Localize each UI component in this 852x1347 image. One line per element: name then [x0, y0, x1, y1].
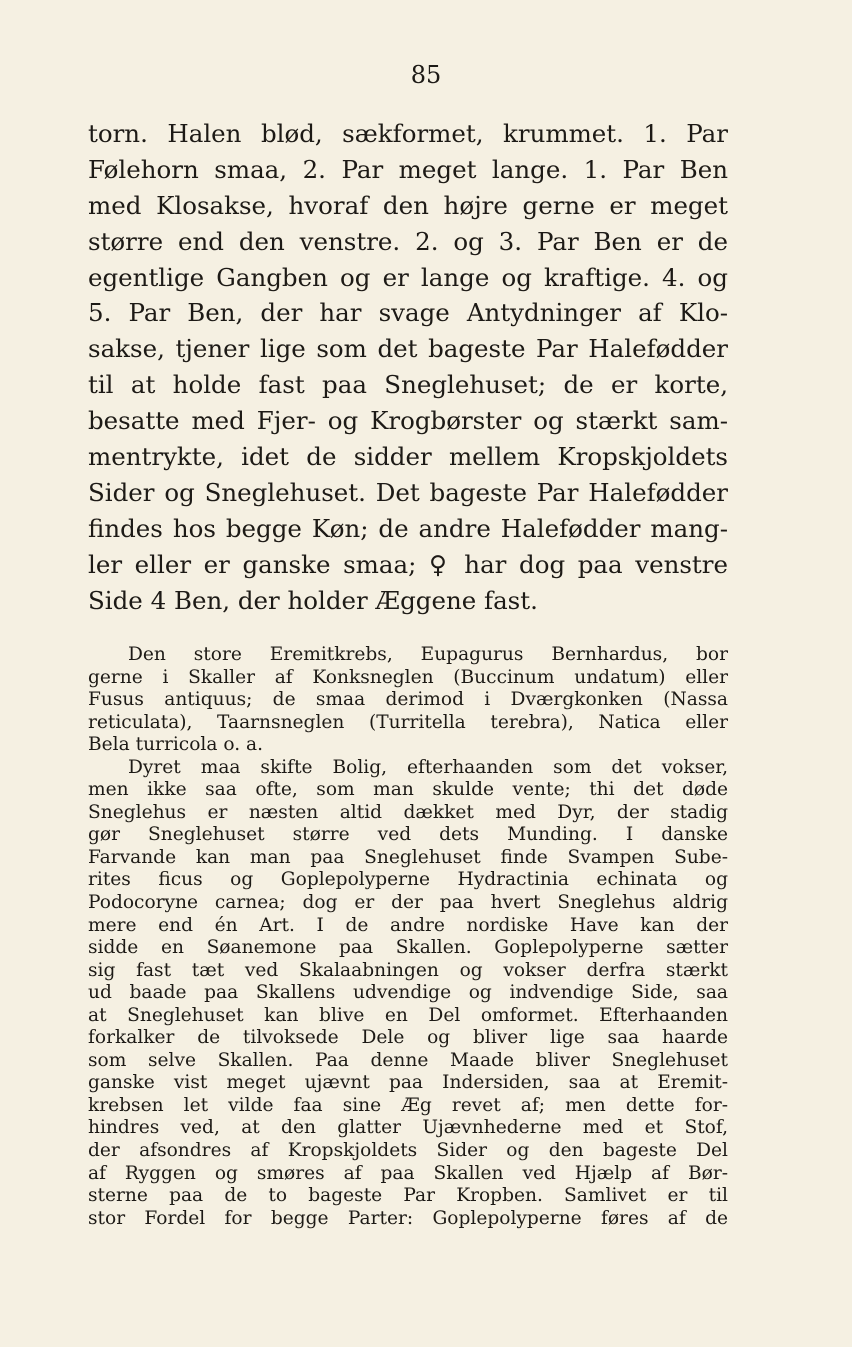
small-line: ganske vist meget ujævnt paa Indersiden, saa at Eremit- — [88, 1072, 728, 1094]
small-line: ud baade paa Skallens udvendige og indvendige Side, saa — [88, 982, 728, 1004]
main-paragraph — [88, 116, 728, 618]
small-line: Fusus antiquus; de smaa derimod i Dværgkonken (Nassa — [88, 689, 728, 711]
small-line: sig fast tæt ved Skalaabningen og vokser derfra stærkt — [88, 959, 728, 981]
small-line: at Sneglehuset kan blive en Del omformet. Efterhaanden — [88, 1004, 728, 1026]
small-line: rites ficus og Goplepolyperne Hydractinia echinata og — [88, 869, 728, 891]
main-line: Følehorn smaa, 2. Par meget lange. 1. Par Ben — [88, 154, 728, 184]
main-line: større end den venstre. 2. og 3. Par Ben er de — [88, 226, 728, 256]
small-line: sidde en Søanemone paa Skallen. Goplepolyperne sætter — [88, 937, 728, 959]
main-line: 5. Par Ben, der har svage Antydninger af Klo- — [88, 298, 728, 328]
main-line: til at holde fast paa Sneglehuset; de er korte, — [88, 370, 728, 400]
page-number: 85 — [410, 61, 442, 89]
small-line: som selve Skallen. Paa denne Maade bliver Sneglehuset — [88, 1049, 728, 1071]
small-line: Den store Eremitkrebs, Eupagurus Bernhardus, bor — [128, 644, 728, 665]
main-line: sakse, tjener lige som det bageste Par Halefødder — [88, 334, 728, 364]
main-line: Side 4 Ben, der holder Æggene fast. — [88, 585, 538, 615]
small-line: reticulata), Taarnsneglen (Turritella terebra), Natica eller — [88, 711, 728, 733]
small-line: krebsen let vilde faa sine Æg revet af; men dette for- — [88, 1094, 728, 1116]
small-line: Sneglehus er næsten altid dækket med Dyr, der stadig — [88, 801, 728, 823]
main-line: findes hos begge Køn; de andre Halefødder mang- — [88, 513, 728, 543]
small-line: men ikke saa ofte, som man skulde vente; thi det døde — [88, 779, 728, 801]
small-print-section — [88, 644, 728, 1230]
small-line: forkalker de tilvoksede Dele og bliver lige saa haarde — [88, 1027, 728, 1049]
small-line: gør Sneglehuset større ved dets Munding. I danske — [88, 824, 728, 846]
small-line: sterne paa de to bageste Par Kropben. Samlivet er til — [88, 1185, 728, 1207]
small-line: stor Fordel for begge Parter: Goplepolyperne føres af de — [88, 1207, 728, 1229]
main-line: besatte med Fjer- og Krogbørster og stærkt sam- — [88, 406, 728, 436]
small-line: der afsondres af Kropskjoldets Sider og den bageste Del — [88, 1140, 728, 1162]
small-line: Dyret maa skifte Bolig, efterhaanden som det vokser, — [128, 756, 728, 778]
main-line: Sider og Sneglehuset. Det bageste Par Halefødder — [88, 477, 728, 507]
small-line: Farvande kan man paa Sneglehuset finde Svampen Sube- — [88, 846, 728, 868]
small-line: mere end én Art. I de andre nordiske Have kan der — [88, 914, 728, 936]
small-line: Podocoryne carnea; dog er der paa hvert Sneglehus aldrig — [88, 892, 728, 914]
main-line: ler eller er ganske smaa; ♀ har dog paa venstre — [88, 549, 728, 579]
main-line: torn. Halen blød, sækformet, krummet. 1. Par — [88, 119, 728, 148]
main-line: mentrykte, idet de sidder mellem Kropskjoldets — [88, 442, 728, 472]
small-line: gerne i Skaller af Konksneglen (Buccinum undatum) eller — [88, 666, 728, 688]
main-line: egentlige Gangben og er lange og kraftige. 4. og — [88, 262, 728, 292]
small-line: Bela turricola o. a. — [88, 734, 264, 756]
small-line: af Ryggen og smøres af paa Skallen ved Hjælp af Bør- — [88, 1162, 728, 1184]
small-line: hindres ved, at den glatter Ujævnhederne med et Stof, — [88, 1117, 728, 1139]
main-line: med Klosakse, hvoraf den højre gerne er meget — [88, 190, 728, 220]
